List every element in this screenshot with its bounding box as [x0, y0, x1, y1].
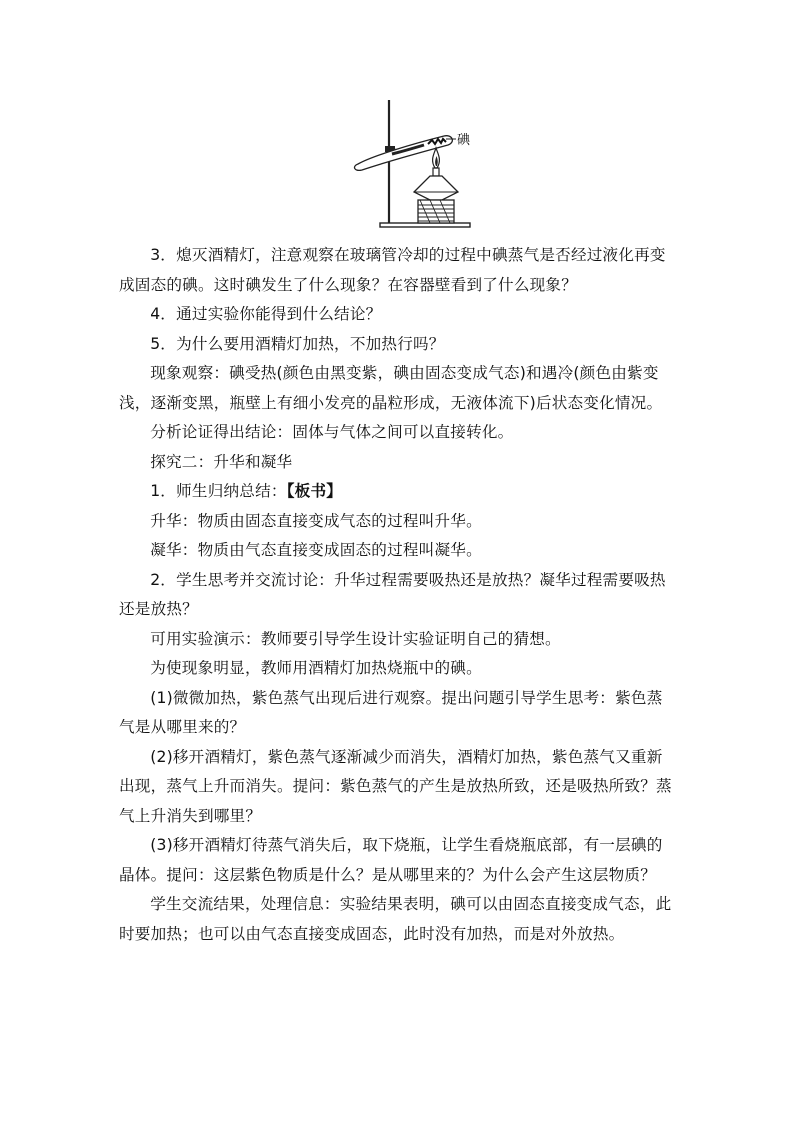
- alcohol-lamp: [414, 176, 458, 200]
- paragraph-step-4: 4．通过实验你能得到什么结论？: [150, 305, 382, 323]
- paragraph-discussion: 2．学生思考并交流讨论：升华过程需要吸热还是放热？凝华过程需要吸热还是放热？: [119, 570, 666, 618]
- paragraph-results: 学生交流结果，处理信息：实验结果表明，碘可以由固态直接变成气态，此时要加热；也可以由气态直接变成固态，此时没有加热，而是对外放热。: [119, 895, 672, 943]
- summary-text: 1．师生归纳总结：: [150, 482, 287, 500]
- paragraph-step-3: 3．熄灭酒精灯，注意观察在玻璃管冷却的过程中碘蒸气是否经过液化再变成固态的碘。这时碘发生了什么现象？在容器壁看到了什么现象？: [119, 246, 666, 294]
- paragraph-summary: [119, 477, 675, 507]
- paragraph-demo: 可用实验演示：教师要引导学生设计实验证明自己的猜想。: [150, 629, 561, 648]
- paragraph-observation: 现象观察：碘受热(颜色由黑变紫，碘由固态变成气态)和遇冷(颜色由紫变浅，逐渐变黑，瓶壁上有细小发亮的晶粒形成，无液体流下)后状态变化情况。: [119, 364, 663, 412]
- paragraph-heating: 为使现象明显，教师用酒精灯加热烧瓶中的碘。: [150, 659, 482, 677]
- lamp-wick: [433, 168, 439, 176]
- iodine-sublimation-apparatus: [352, 96, 478, 230]
- paragraph-item-2: (2)移开酒精灯，紫色蒸气逐渐减少而消失，酒精灯加热，紫色蒸气又重新出现，蒸气上升而消失。提问：紫色蒸气的产生是放热所致，还是吸热所致？蒸气上升消失到哪里？: [119, 747, 672, 825]
- paragraph-step-5: 5．为什么要用酒精灯加热，不加热行吗？: [150, 334, 445, 353]
- blackboard-tag: 【板书】: [286, 482, 343, 500]
- definition-sublimation: 升华：物质由固态直接变成气态的过程叫升华。: [150, 511, 482, 530]
- flame-core: [435, 156, 438, 166]
- paragraph-item-3: (3)移开酒精灯待蒸气消失后，取下烧瓶，让学生看烧瓶底部，有一层碘的晶体。提问：这层紫色物质是什么？是从哪里来的？为什么会产生这层物质？: [119, 836, 663, 884]
- iodine-label: 碘: [457, 133, 471, 148]
- experiment-figure: [352, 96, 478, 230]
- definition-deposition: 凝华：物质由气态直接变成固态的过程叫凝华。: [150, 541, 482, 559]
- paragraph-item-1: (1)微微加热，紫色蒸气出现后进行观察。提出问题引导学生思考：紫色蒸气是从哪里来的？: [119, 688, 663, 736]
- section-heading-inquiry-2: 探究二：升华和凝华: [150, 452, 293, 471]
- document-body: [119, 241, 675, 949]
- paragraph-conclusion: 分析论证得出结论：固体与气体之间可以直接转化。: [150, 423, 514, 441]
